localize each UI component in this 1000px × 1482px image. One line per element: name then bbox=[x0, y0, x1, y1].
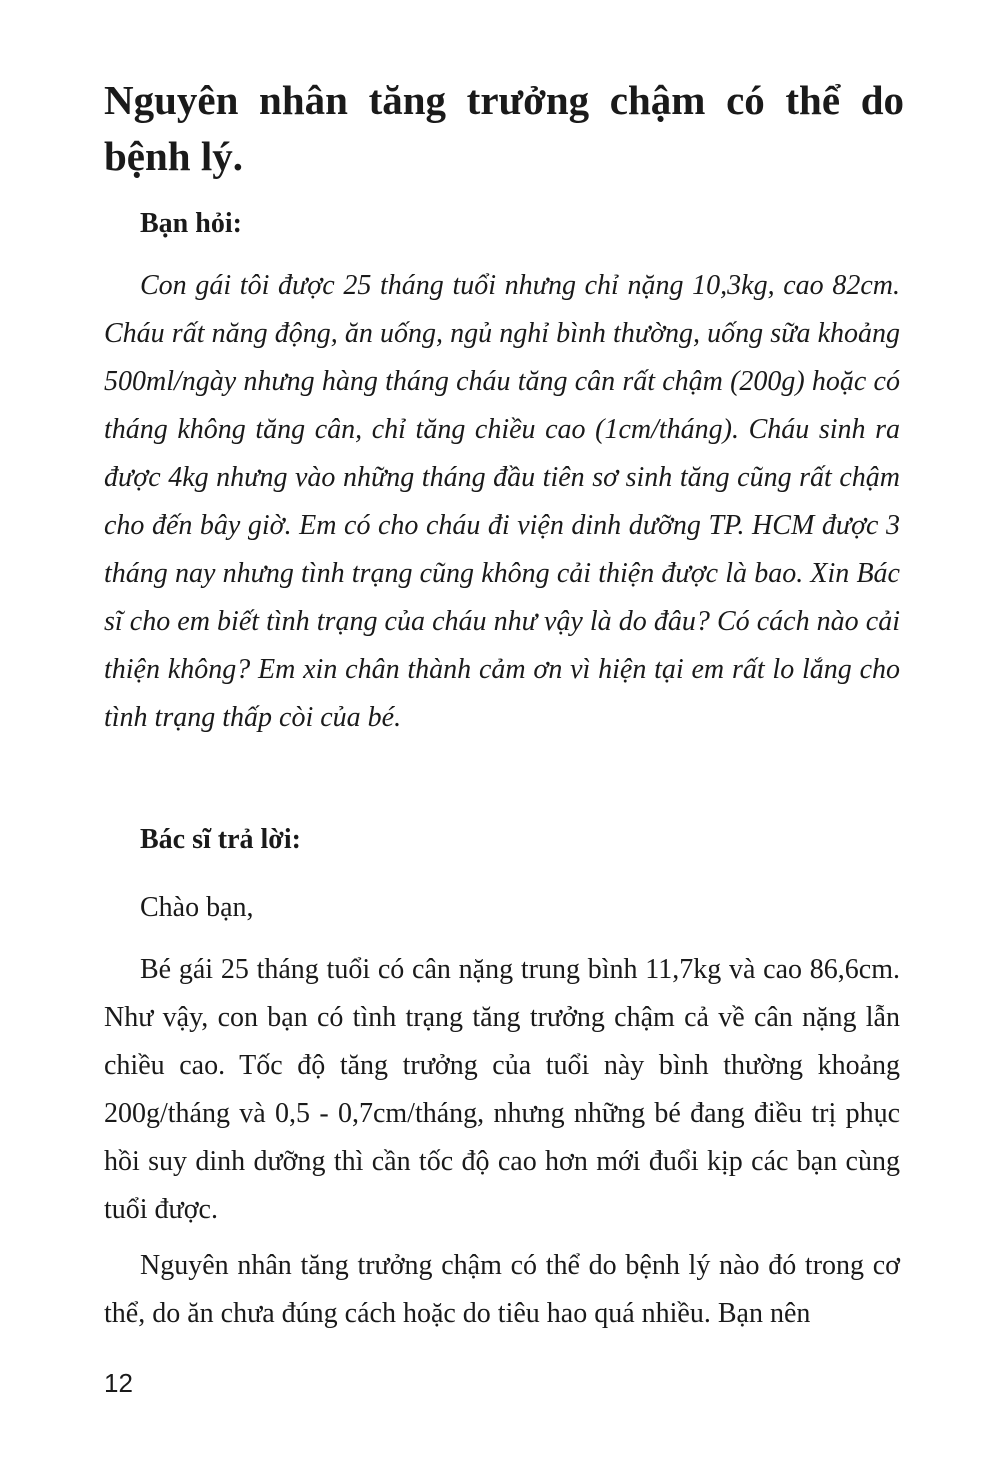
answer-greeting: Chào bạn, bbox=[140, 892, 254, 923]
answer-paragraph: Bé gái 25 tháng tuổi có cân nặng trung bình 11,7kg và cao 86,6cm. Như vậy, con bạn có tình trạng tăng trưởng chậm cả về cân nặng lẫn chiều cao. Tốc độ tăng trưởng của tuổi này bình thường khoảng 200g/tháng và 0,5 - 0,7cm/tháng, nhưng những bé đang điều trị phục hồi suy dinh dưỡng thì cần tốc độ cao hơn mới đuổi kịp các bạn cùng tuổi được. bbox=[104, 954, 900, 1225]
page-number: 12 bbox=[104, 1368, 133, 1398]
question-heading: Bạn hỏi: bbox=[140, 208, 242, 239]
page-title: Nguyên nhân tăng trưởng chậm có thể do bệnh lý. bbox=[104, 77, 904, 179]
question-body: Con gái tôi được 25 tháng tuổi nhưng chỉ nặng 10,3kg, cao 82cm. Cháu rất năng động, ăn uống, ngủ nghỉ bình thường, uống sữa khoảng 500ml/ngày nhưng hàng tháng cháu tăng cân rất chậm (200g) hoặc có tháng không tăng cân, chỉ tăng chiều cao (1cm/tháng). Cháu sinh ra được 4kg nhưng vào những tháng đầu tiên sơ sinh tăng cũng rất chậm cho đến bây giờ. Em có cho cháu đi viện dinh dưỡng TP. HCM được 3 tháng nay nhưng tình trạng cũng không cải thiện được là bao. Xin Bác sĩ cho em biết tình trạng của cháu như vậy là do đâu? Có cách nào cải thiện không? Em xin chân thành cảm ơn vì hiện tại em rất lo lắng cho tình trạng thấp còi của bé. bbox=[104, 270, 900, 733]
answer-paragraph: Nguyên nhân tăng trưởng chậm có thể do bệnh lý nào đó trong cơ thể, do ăn chưa đúng cách hoặc do tiêu hao quá nhiều. Bạn nên bbox=[104, 1250, 900, 1329]
answer-heading: Bác sĩ trả lời: bbox=[140, 824, 301, 855]
